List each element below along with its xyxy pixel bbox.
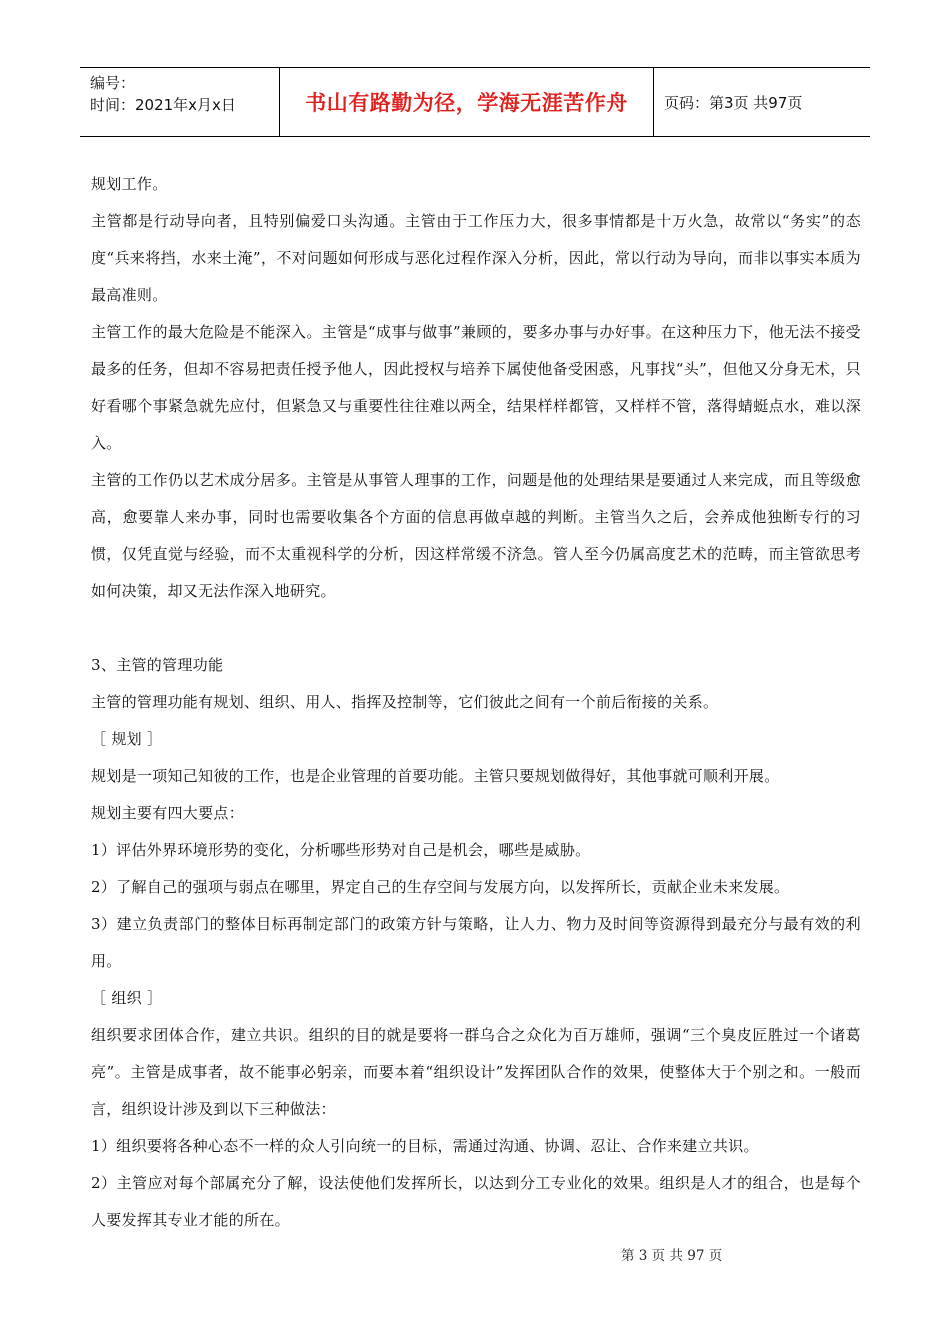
subsection-heading: ［ 规划 ］ bbox=[91, 730, 163, 748]
header-meta bbox=[80, 68, 280, 136]
paragraph: 主管的工作仍以艺术成分居多。主管是从事管人理事的工作，问题是他的处理结果是要通过人来完成，而且等级愈高，愈要靠人来办事，同时也需要收集各个方面的信息再做卓越的判断。主管当久之后，会养成他独断专行的习惯，仅凭直觉与经验，而不太重视科学的分析，因这样常缓不济急。管人至今仍属高度艺术的范畴，而主管欲思考如何决策，却又无法作深入地研究。 bbox=[91, 471, 861, 600]
document-time-label: 时间：2021年x月x日 bbox=[90, 96, 236, 114]
paragraph: 组织要求团体合作，建立共识。组织的目的就是要将一群乌合之众化为百万雄师，强调“三个臭皮匠胜过一个诸葛亮”。主管是成事者，故不能事必躬亲，而要本着“组织设计”发挥团队合作的效果，使整体大于个别之和。一般而言，组织设计涉及到以下三种做法： bbox=[91, 1026, 861, 1118]
paragraph: 规划是一项知己知彼的工作，也是企业管理的首要功能。主管只要规划做得好，其他事就可顺利开展。 bbox=[91, 767, 780, 785]
header-motto: 书山有路勤为径，学海无涯苦作舟 bbox=[280, 68, 654, 136]
paragraph: 主管都是行动导向者，且特别偏爱口头沟通。主管由于工作压力大，很多事情都是十万火急，故常以“务实”的态度“兵来将挡，水来土淹”，不对问题如何形成与恶化过程作深入分析，因此，常以行动为导向，而非以事实本质为最高准则。 bbox=[91, 212, 861, 304]
paragraph-spacer bbox=[91, 610, 861, 647]
paragraph: 规划主要有四大要点： bbox=[91, 804, 245, 822]
list-item: 2）了解自己的强项与弱点在哪里，界定自己的生存空间与发展方向，以发挥所长，贡献企业未来发展。 bbox=[91, 878, 790, 896]
document-body bbox=[91, 166, 861, 1239]
paragraph: 主管的管理功能有规划、组织、用人、指挥及控制等，它们彼此之间有一个前后衔接的关系。 bbox=[91, 693, 719, 711]
section-heading: 3、主管的管理功能 bbox=[91, 656, 224, 674]
page-footer: 第 3 页 共 97 页 bbox=[621, 1248, 723, 1264]
paragraph: 主管工作的最大危险是不能深入。主管是“成事与做事”兼顾的，要多办事与办好事。在这种压力下，他无法不接受最多的任务，但却不容易把责任授予他人，因此授权与培养下属使他备受困惑，凡事找“头”，但他又分身无术，只好看哪个事紧急就先应付，但紧急又与重要性往往难以两全，结果样样都管，又样样不管，落得蜻蜓点水，难以深入。 bbox=[91, 323, 861, 452]
paragraph: 规划工作。 bbox=[91, 175, 168, 193]
document-number-label: 编号： bbox=[90, 74, 136, 92]
subsection-heading: ［ 组织 ］ bbox=[91, 989, 163, 1007]
list-item: 2）主管应对每个部属充分了解，设法使他们发挥所长，以达到分工专业化的效果。组织是人才的组合，也是每个人要发挥其专业才能的所在。 bbox=[91, 1174, 861, 1229]
page-header bbox=[80, 67, 870, 137]
list-item: 1）组织要将各种心态不一样的众人引向统一的目标，需通过沟通、协调、忍让、合作来建立共识。 bbox=[91, 1137, 759, 1155]
header-page-info: 页码：第3页 共97页 bbox=[664, 93, 803, 112]
list-item: 1）评估外界环境形势的变化，分析哪些形势对自己是机会，哪些是威胁。 bbox=[91, 841, 591, 859]
list-item: 3）建立负责部门的整体目标再制定部门的政策方针与策略，让人力、物力及时间等资源得到最充分与最有效的利用。 bbox=[91, 915, 861, 970]
